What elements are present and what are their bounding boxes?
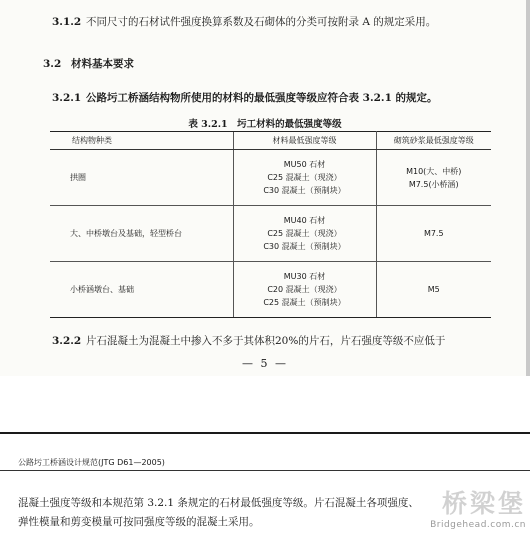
material-item: C20 混凝土（现浇） (267, 285, 342, 294)
page-divider (0, 432, 530, 434)
clause-3-1-2 (52, 15, 436, 29)
table-caption: 表 3.2.1 圬工材料的最低强度等级 (188, 119, 342, 130)
table-row (50, 262, 491, 318)
mortar-item: M7.5 (423, 229, 444, 238)
clause-3-2-1 (52, 91, 438, 105)
mortar-item: M7.5(小桥涵) (408, 179, 459, 189)
running-title: 公路圬工桥涵设计规范(JTG D61—2005) (18, 458, 165, 467)
section-number: 3.2 (43, 58, 62, 70)
body-line: 混凝土强度等级和本规范第 3.2.1 条规定的石材最低强度等级。片石混凝土各项强度、 (18, 497, 419, 509)
mortar-item: M5 (427, 285, 440, 294)
cell-mortar (376, 206, 491, 262)
cell-structure: 拱圈 (50, 150, 233, 206)
clause-number: 3.2.1 (52, 92, 82, 104)
section-title: 材料基本要求 (71, 58, 134, 70)
header-structure-type: 结构物种类 (50, 132, 233, 150)
material-item: C25 混凝土（现浇） (267, 173, 342, 182)
material-item: C25 混凝土（现浇） (267, 229, 342, 238)
material-item: C30 混凝土（预制块） (263, 242, 346, 251)
running-title-rule (0, 470, 530, 471)
table-row (50, 150, 491, 206)
watermark-url: Bridgehead.com.cn (430, 520, 526, 530)
cell-mortar (376, 262, 491, 318)
header-material-grade: 材料最低强度等级 (233, 132, 376, 150)
watermark-logo-text: 桥梁堡 (441, 489, 526, 518)
clause-number: 3.1.2 (52, 16, 82, 28)
header-mortar-grade: 砌筑砂浆最低强度等级 (376, 132, 491, 150)
cell-structure: 大、中桥墩台及基础，轻型桥台 (50, 206, 233, 262)
material-item: C30 混凝土（预制块） (263, 186, 346, 195)
material-item: MU40 石材 (283, 216, 326, 225)
table-header-row (50, 132, 491, 150)
material-item: MU30 石材 (283, 272, 326, 281)
material-item: C25 混凝土（预制块） (263, 298, 346, 307)
clause-number: 3.2.2 (52, 335, 82, 347)
page-number: — 5 — (242, 357, 288, 370)
table-row (50, 206, 491, 262)
body-line: 弹性模量和剪变模量可按同强度等级的混凝土采用。 (18, 516, 260, 528)
cell-structure: 小桥涵墩台、基础 (50, 262, 233, 318)
min-strength-table (50, 131, 491, 318)
continued-body-text (18, 494, 523, 532)
clause-text: 公路圬工桥涵结构物所使用的材料的最低强度等级应符合表 3.2.1 的规定。 (86, 92, 438, 104)
material-item: MU50 石材 (283, 160, 326, 169)
cell-materials (233, 150, 376, 206)
clause-text: 片石混凝土为混凝土中掺入不多于其体积20%的片石，片石强度等级不应低于 (86, 335, 446, 347)
cell-materials (233, 206, 376, 262)
section-heading-3-2 (43, 56, 134, 71)
page-gap (0, 376, 530, 432)
clause-3-2-2 (52, 334, 445, 348)
cell-materials (233, 262, 376, 318)
cell-mortar (376, 150, 491, 206)
mortar-item: M10(大、中桥) (406, 166, 462, 176)
clause-text: 不同尺寸的石材试件强度换算系数及石砌体的分类可按附录 A 的规定采用。 (86, 16, 437, 28)
